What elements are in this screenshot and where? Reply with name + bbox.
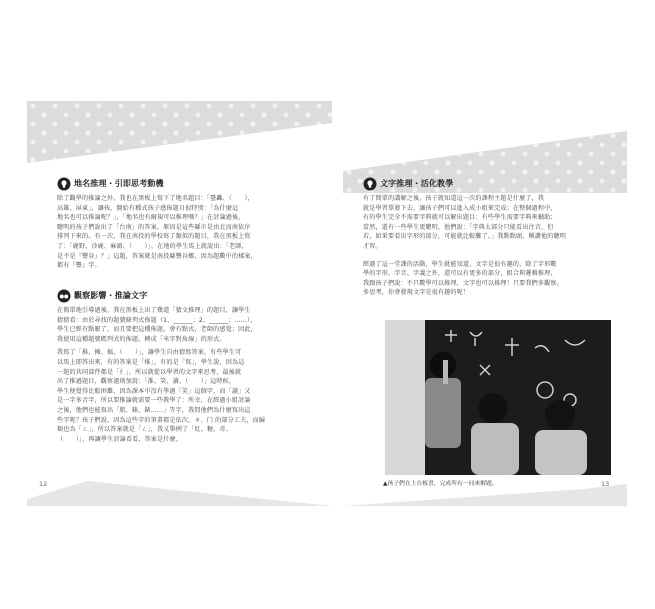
section-title: 文字推理・活化教學	[380, 179, 454, 189]
section-paragraph: 經過了這一堂課的活動，學生就能知道，文字是很有趣的，除了字形數 學的字形、字音、字義之外，還可以有更多的部分，組合與邏輯推理， 我跟孩子們說：不只數學可以推理，文字也可以推理！只要我們多觀察、 多思考，你會發現文字是很有趣的呢！	[363, 260, 563, 297]
section-paragraph: 除了觀學的推論之外，我也在黑板上寫下了地名題目：「臺轟、（ ）， 高雄、屏東」，讓孩，開始有種式孩子感佈題目很特別：「為什麼這 地名也可以推論呢？」，「地名也有爾規可以推理嗎？」在討論過後， 聰明的孩子們說出了「台南」的答案。原因是這些縣市是由北而南依序 排列下來的。有一次，我在南投的學校寫了類似的題目，我在黑板上寫 了：「鹿野、沙鹿、麻鴻、（ ）」，在地的學生馬上就說出：「老師， 是不是『豐谷』？」這題，答案就是南投縣豐谷鄉，因為題數中的樣案， 都有『豐』字。	[57, 195, 257, 270]
section-title: 觀察影響・推論文字	[74, 291, 148, 301]
section-paragraph: 我寫了「推、擁、搞、（ ）」，讓學生自由猜寫答案，有些學生可 以馬上即答出來，有的答案是「推」，有的是「寫」，學生說，因為這 一題的共同部件都是「扌」，所以就從以學習的文字來思考，最後就 出了推過題目，觀察過則加說：「淮、笑、讀、（ ）」這時候， 學生便覺得比較困難，因為課本中沒有學過「笑」這個字，而「讀」又 是一字多音字，所以要推論就需要一些教學了：所幸，在經過小組討論 之後，他們也能寫出「瓶、錶、錶……」等字，我問他們為什麼寫出這 些字呢？孩子們說，因為這些字的筆畫都是依次、々、门 的部分工夫，而歸 類也為「ㄥ」，所以答案就是「ㄥ」，我又舉例了「紅、糖、奇、 （ ）」，再讓學生討論看看，答案是什麼。	[57, 349, 266, 443]
section-paragraph: 在簡單地引導過後，我在黑板上出了幾道「猜文推理」的題目，讓學生 猜猜看：由於尋找的題號條列式佈題（1、______；2、______；……）， 學生已經有點厭了，而且要把這種佈題，會有點式，老師的感覺；因此， 我使用這種題號碼列式的佈題，轉成「米字對角線」的形式。	[57, 307, 257, 343]
section-observe-infer-text	[57, 289, 297, 448]
right-page	[343, 101, 627, 506]
section-paragraph: 有了簡單的講解之後，孩子就知道這一次的課程主題是什麼了，我 就是學習單發下去，讓孩子們可以進入成小組來完成；在整個過程中， 有的學生完全不需要字典就可以解出題目；有些學生需要字典來輔助； 當然，還有一些學生更聰明，他們說：「字典太部分只能看出注音，但 若，如果要看出字形的部分，可能就比較難了。」我點點頭，稱讚他的聰明 才智。	[363, 195, 566, 250]
lightbulb-badge-icon	[363, 177, 377, 191]
left-page	[27, 101, 332, 506]
section-header	[57, 289, 297, 303]
section-header	[363, 177, 608, 191]
left-page-decorative-band	[27, 101, 332, 163]
page-number: 13	[601, 480, 610, 488]
classroom-photo	[385, 320, 611, 475]
binoculars-badge-icon	[57, 289, 71, 303]
right-page-bottom-band	[343, 484, 627, 506]
section-place-name-reasoning	[57, 177, 297, 275]
left-page-bottom-band	[27, 481, 332, 506]
students-at-chalkboard-image	[385, 320, 611, 475]
lightbulb-badge-icon	[57, 177, 71, 191]
photo-caption: ▲孩子們在上台板書，完成所有一同來解題。	[383, 481, 498, 487]
polka-dot-band-graphic	[27, 101, 332, 163]
section-header	[57, 177, 297, 191]
page-number: 12	[39, 480, 48, 488]
section-text-reasoning	[363, 177, 608, 302]
section-title: 地名推理・引即思考動機	[74, 179, 164, 189]
